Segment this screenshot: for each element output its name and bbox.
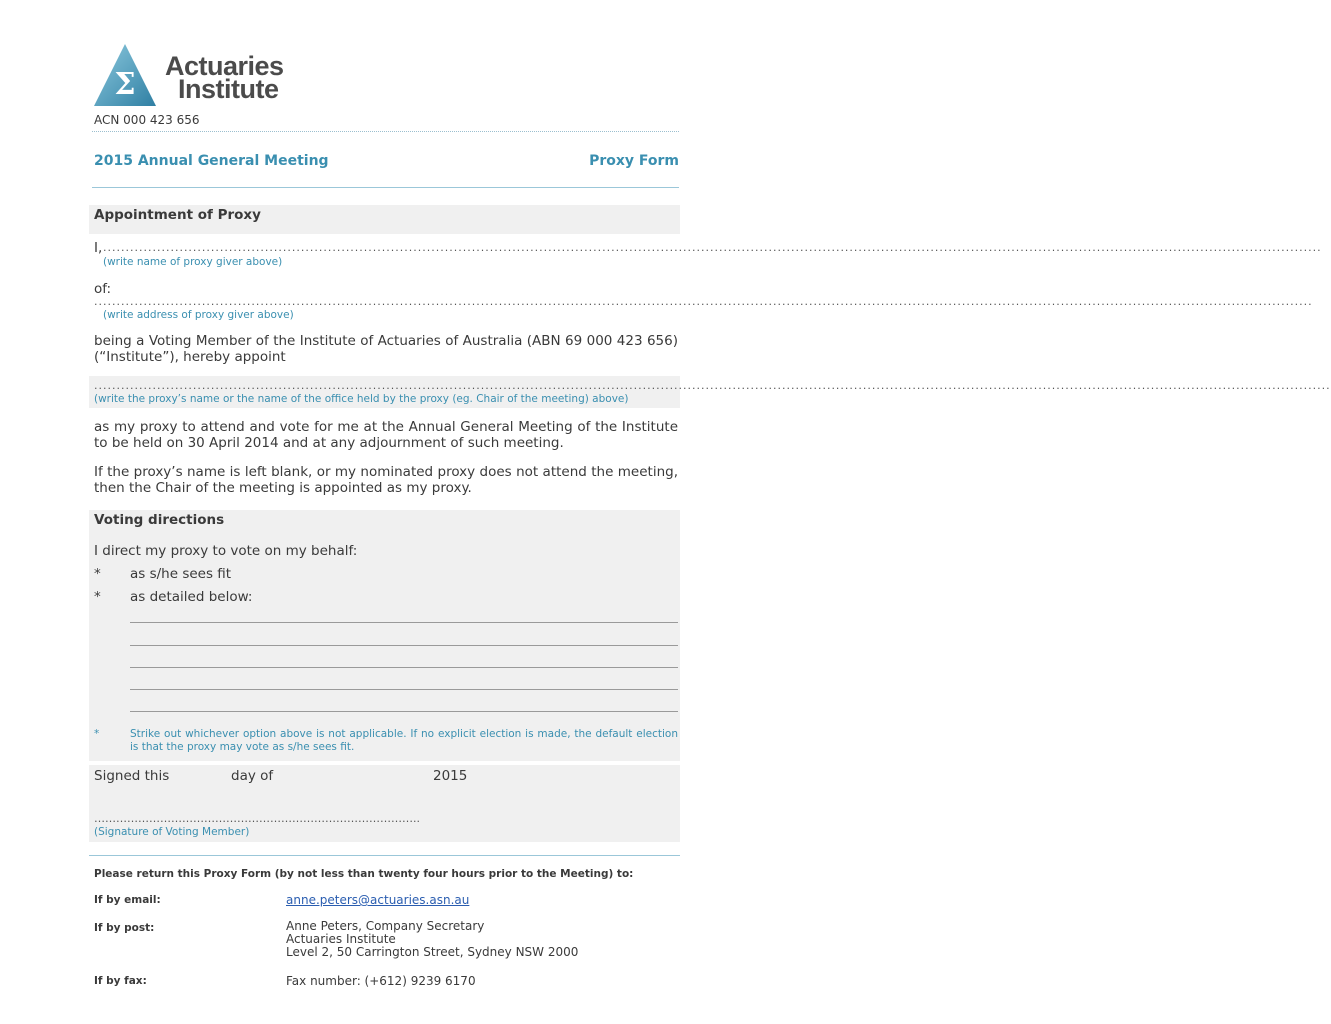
signature-hint: (Signature of Voting Member) [94,826,250,838]
direction-line-2[interactable] [130,645,678,646]
attend-text: as my proxy to attend and vote for me at the Annual General Meeting of the Institute to be held on 30 April 2014 and at any adjournment of such meeting. [94,419,678,451]
signature-divider [89,855,680,856]
post-line-2: Actuaries Institute [286,932,396,946]
appointment-heading: Appointment of Proxy [94,207,261,223]
proxy-name-field[interactable]: ................................................................................................................................................................................................................................................................................... [94,379,1331,392]
email-label: If by email: [94,894,161,906]
note-bullet: * [94,728,100,740]
of-label: of: [94,281,112,297]
option-bullet-1: * [94,566,101,582]
logo-line2: Institute [178,74,279,104]
post-line-1: Anne Peters, Company Secretary [286,919,485,933]
year: 2015 [433,768,468,784]
option-bullet-2: * [94,589,101,605]
direction-line-3[interactable] [130,667,678,668]
appointment-heading-panel [89,205,680,234]
option-see-fit[interactable]: as s/he sees fit [130,566,232,582]
post-label: If by post: [94,922,155,934]
voting-heading: Voting directions [94,512,225,528]
logo-line1: Actuaries [165,51,284,81]
signature-field[interactable]: …………………………………………………………………………….. [94,812,420,825]
logo [92,42,292,110]
fax-label: If by fax: [94,975,147,987]
header-divider [92,131,679,132]
i-hint: (write name of proxy giver above) [103,256,283,268]
voting-note: Strike out whichever option above is not applicable. If no explicit election is made, the default election is that the proxy may vote as s/he sees fit. [130,728,678,753]
email-link[interactable]: anne.peters@actuaries.asn.au [286,893,470,907]
of-hint: (write address of proxy giver above) [103,309,294,321]
direction-line-4[interactable] [130,689,678,690]
proxy-hint: (write the proxy’s name or the name of the office held by the proxy (eg. Chair of the meeting) above) [94,393,629,405]
meeting-title: 2015 Annual General Meeting [94,153,329,169]
signed-this: Signed this [94,768,170,784]
post-line-3: Level 2, 50 Carrington Street, Sydney NSW 2000 [286,945,579,959]
voting-intro: I direct my proxy to vote on my behalf: [94,543,358,559]
direction-line-5[interactable] [130,711,678,712]
fax-number: Fax number: (+612) 9239 6170 [286,974,476,988]
direction-line-1[interactable] [130,622,678,623]
return-instruction: Please return this Proxy Form (by not less than twenty four hours prior to the Meeting) to: [94,868,634,880]
proxy-giver-name-field[interactable]: ............................................................................................................................................................................................................................................................................... [103,241,1322,254]
option-detailed[interactable]: as detailed below: [130,589,253,605]
form-title: Proxy Form [589,153,679,169]
day-of: day of [231,768,274,784]
proxy-giver-address-field[interactable]: ............................................................................................................................................................................................................................................................................... [94,295,1313,308]
i-label: I, [94,240,103,256]
title-divider [92,187,679,188]
acn: ACN 000 423 656 [94,113,200,127]
being-text: being a Voting Member of the Institute of Actuaries of Australia (ABN 69 000 423 656) (“Institute”), hereby appoint [94,333,678,365]
blank-text: If the proxy’s name is left blank, or my nominated proxy does not attend the meeting, then the Chair of the meeting is appointed as my proxy. [94,464,678,496]
svg-text:Σ: Σ [114,67,136,102]
sigma-triangle-icon [92,42,158,108]
